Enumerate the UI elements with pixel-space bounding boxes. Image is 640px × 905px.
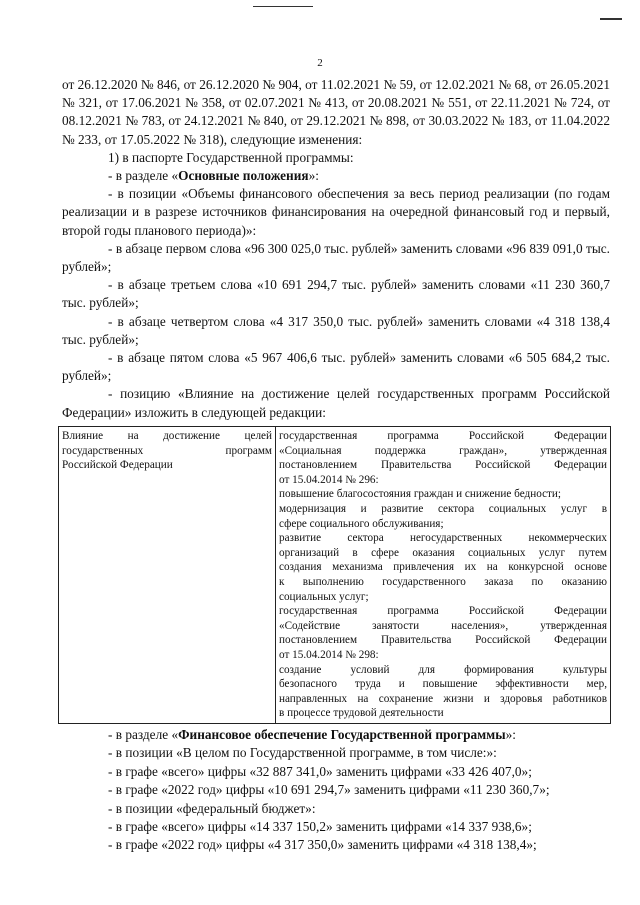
cell-line: к выполнению государственного заказа по оказанию — [279, 575, 607, 588]
paragraph: от 26.12.2020 № 846, от 26.12.2020 № 904, от 11.02.2021 № 59, от 12.02.2021 № 68, от 26.05.2021 № 321, от 17.06.2021 № 358, от 02.07.2021 № 413, от 20.08.2021 № 551, от 22.11.2021 № 724, от 08.12.2021 № 783, от 24.12.2021 № 840, от 29.12.2021 № 898, от 30.03.2022 № 183, от 11.04.2022 № 233, от 17.05.2022 № 318), следующие изменения: — [62, 77, 610, 147]
cell-line: сфере социального обслуживания; — [279, 517, 444, 530]
cell-line: модернизация и развитие сектора социальных услуг в — [279, 502, 607, 515]
paragraph: - в абзаце третьем слова «10 691 294,7 тыс. рублей» заменить словами «11 230 360,7 тыс. рублей»; — [62, 277, 610, 311]
text-suffix: »: — [308, 168, 319, 184]
section-heading-paragraph — [62, 726, 610, 744]
paragraph: - в графе «2022 год» цифры «4 317 350,0» заменить цифрами «4 318 138,4»; — [108, 837, 537, 853]
cell-line: государственных программ — [62, 444, 272, 457]
paragraph: - в абзаце пятом слова «5 967 406,6 тыс. рублей» заменить словами «6 505 684,2 тыс. рублей»; — [62, 350, 610, 384]
table-row — [59, 427, 611, 724]
paragraph: - в позиции «В целом по Государственной программе, в том числе:»: — [108, 745, 497, 761]
cell-line: постановлением Правительства Российской Федерации — [279, 634, 607, 647]
table-cell-position — [59, 427, 276, 724]
scan-mark-top-right — [600, 18, 622, 20]
cell-line: Влияние на достижение целей — [62, 430, 272, 442]
cell-line: организаций в сфере оказания социальных услуг путем — [279, 546, 607, 559]
paragraph: - в графе «всего» цифры «14 337 150,2» заменить цифрами «14 337 938,6»; — [108, 819, 532, 835]
paragraph: - в графе «2022 год» цифры «10 691 294,7» заменить цифрами «11 230 360,7»; — [108, 782, 550, 798]
section-title: Финансовое обеспечение Государственной программы — [178, 727, 506, 742]
cell-line: в процессе трудовой деятельности — [279, 707, 444, 720]
text-suffix: »: — [505, 727, 516, 742]
cell-line: от 15.04.2014 № 296: — [279, 473, 379, 486]
cell-line: государственная программа Российской Федерации — [279, 605, 607, 618]
section-title: Основные положения — [178, 168, 309, 184]
cell-line: направленных на сохранение жизни и здоровья работников — [279, 692, 607, 705]
cell-line: повышение благосостояния граждан и снижение бедности; — [279, 488, 562, 501]
cell-line: государственная программа Российской Федерации — [279, 430, 607, 442]
text-prefix: - в разделе « — [108, 727, 179, 742]
paragraph: 1) в паспорте Государственной программы: — [108, 149, 354, 165]
page-number: 2 — [317, 57, 323, 69]
cell-line: безопасного труда и повышение эффективности мер, — [279, 678, 607, 691]
paragraph: - позицию «Влияние на достижение целей государственных программ Российской Федерации» изложить в следующей редакции: — [62, 386, 610, 420]
table-cell-content — [276, 427, 611, 724]
cell-line: создание условий для формирования культуры — [279, 663, 607, 676]
cell-line: «Содействие занятости населения», утвержденная — [279, 619, 607, 632]
scan-mark-top — [253, 6, 313, 7]
document-body — [62, 76, 610, 422]
paragraph: - в графе «всего» цифры «32 887 341,0» заменить цифрами «33 426 407,0»; — [108, 763, 532, 779]
paragraph: - в позиции «Объемы финансового обеспечения за весь период реализации (по годам реализации и в разрезе источников финансирования на очередной финансовый год и первый, второй годы планового периода)»: — [62, 186, 610, 238]
position-table — [58, 426, 611, 724]
cell-line: создания механизма привлечения их на конкурсной основе — [279, 561, 607, 574]
paragraph: - в абзаце первом слова «96 300 025,0 тыс. рублей» заменить словами «96 839 091,0 тыс. рублей»; — [62, 240, 610, 275]
section-heading-paragraph — [62, 167, 610, 185]
paragraph: - в позиции «федеральный бюджет»: — [108, 800, 316, 816]
document-body-continued — [62, 726, 610, 855]
cell-line: развитие сектора негосударственных некоммерческих — [279, 532, 607, 545]
cell-line: от 15.04.2014 № 298: — [279, 648, 379, 661]
cell-line: «Социальная поддержка граждан», утвержденная — [279, 444, 607, 457]
cell-line: социальных услуг; — [279, 590, 369, 603]
text-prefix: - в разделе « — [108, 168, 179, 184]
paragraph: - в абзаце четвертом слова «4 317 350,0 тыс. рублей» заменить словами «4 318 138,4 тыс. рублей»; — [62, 313, 610, 347]
cell-line: Российской Федерации — [62, 459, 173, 472]
cell-line: постановлением Правительства Российской Федерации — [279, 459, 607, 472]
